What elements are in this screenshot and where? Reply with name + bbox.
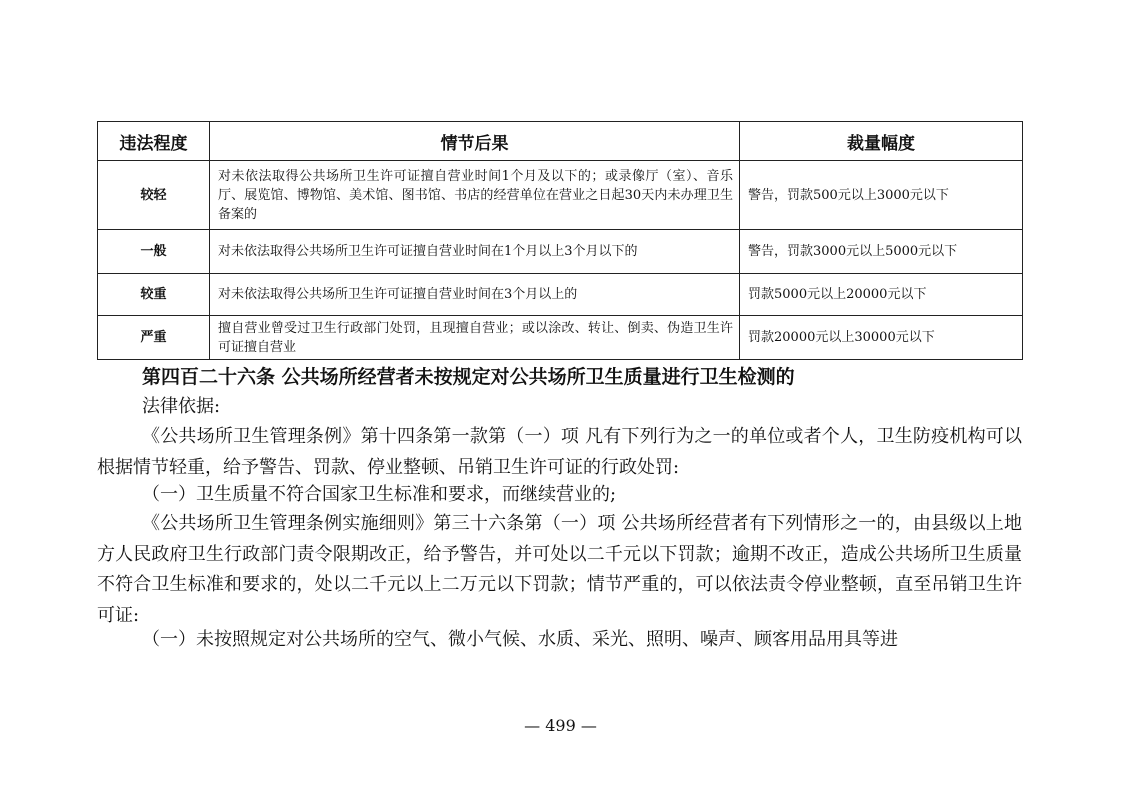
- level-cell: 严重: [98, 316, 210, 360]
- desc-cell: 擅自营业曾受过卫生行政部门处罚，且现擅自营业；或以涂改、转让、倒卖、伪造卫生许可证擅自营业: [210, 316, 740, 360]
- page-number: — 499 —: [524, 716, 597, 735]
- amount-cell: 罚款5000元以上20000元以下: [740, 274, 1023, 316]
- amount-cell: 警告，罚款3000元以上5000元以下: [740, 230, 1023, 274]
- penalty-table: [97, 121, 1023, 360]
- paragraph-implementation-rules-article-36: 《公共场所卫生管理条例实施细则》第三十六条第（一）项 公共场所经营者有下列情形之一的，由县级以上地方人民政府卫生行政部门责令限期改正，给予警告，并可处以二千元以下罚款；逾期不改正，造成公共场所卫生质量不符合卫生标准和要求的，处以二千元以上二万元以下罚款；情节严重的，可以依法责令停业整顿，直至吊销卫生许可证:: [97, 513, 1022, 626]
- table-row: [98, 230, 1023, 274]
- paragraph-item-1-detail: （一）未按照规定对公共场所的空气、微小气候、水质、采光、照明、噪声、顾客用品用具等进: [142, 629, 898, 650]
- desc-cell: 对未依法取得公共场所卫生许可证擅自营业时间在3个月以上的: [210, 274, 740, 316]
- desc-cell: 对未依法取得公共场所卫生许可证擅自营业时间在1个月以上3个月以下的: [210, 230, 740, 274]
- table-header-row: [98, 122, 1023, 161]
- amount-cell: 罚款20000元以上30000元以下: [740, 316, 1023, 360]
- desc-cell: 对未依法取得公共场所卫生许可证擅自营业时间1个月及以下的；或录像厅（室）、音乐厅、展览馆、博物馆、美术馆、图书馆、书店的经营单位在营业之日起30天内未办理卫生备案的: [210, 161, 740, 230]
- level-cell: 一般: [98, 230, 210, 274]
- table-row: [98, 274, 1023, 316]
- paragraph-regulation-article-14: 《公共场所卫生管理条例》第十四条第一款第（一）项 凡有下列行为之一的单位或者个人，卫生防疫机构可以根据情节轻重，给予警告、罚款、停业整顿、吊销卫生许可证的行政处罚:: [97, 426, 1022, 478]
- legal-basis-label: 法律依据:: [142, 396, 221, 417]
- level-cell: 较轻: [98, 161, 210, 230]
- header-penalty-range: 裁量幅度: [740, 122, 1023, 161]
- header-violation-level: 违法程度: [98, 122, 210, 161]
- table-row: [98, 316, 1023, 360]
- level-cell: 较重: [98, 274, 210, 316]
- paragraph-item-1: （一）卫生质量不符合国家卫生标准和要求，而继续营业的;: [142, 484, 617, 505]
- table-row: [98, 161, 1023, 230]
- header-circumstances: 情节后果: [210, 122, 740, 161]
- amount-cell: 警告，罚款500元以上3000元以下: [740, 161, 1023, 230]
- article-title: 第四百二十六条 公共场所经营者未按规定对公共场所卫生质量进行卫生检测的: [142, 366, 795, 388]
